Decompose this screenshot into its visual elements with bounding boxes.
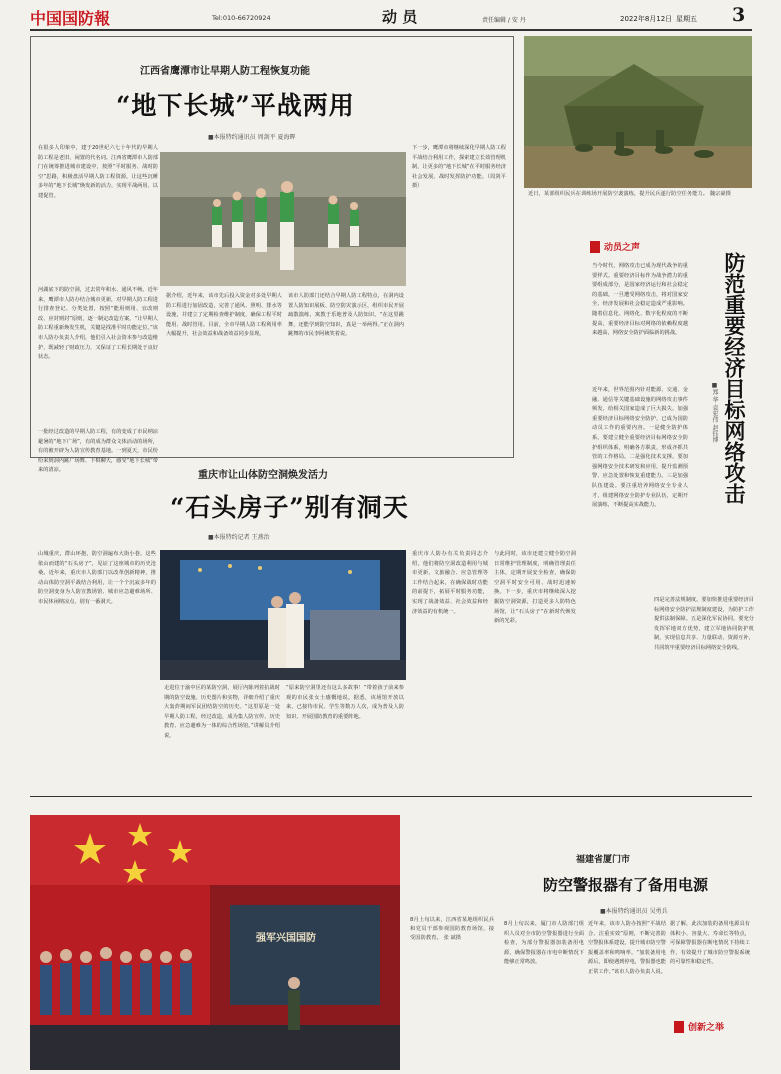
sidebar-tag xyxy=(590,240,670,254)
sidebar-title: 防范重要经济目标网络攻击 xyxy=(722,252,747,504)
sidebar-byline: ■郑 华 袁宏伟 赵钰博 xyxy=(711,382,718,443)
sidebar-body-b: 近年来，世界范围内针对能源、交通、金融、通信等关键基础设施的网络攻击事件频发，给相关国家造成了巨大损失。加强重要经济目标网络安全防护，已成为国防动员工作的重要内容。一是健全防护体系。要建立健全重要经济目标网络安全防护组织体系，明确各方职责，形成齐抓共管的工作格局。二是强化技术支撑。要加强网络安全技术研发和应用，提升监测预警、应急处置和恢复重建能力。三是加强队伍建设。要注重培养网络安全专业人才，组建网络安全防护专业队伍，定期开展演练，不断提高实战能力。 xyxy=(592,387,688,509)
sidebar-body-c: 四是完善法规制度。要加快推进重要经济目标网络安全防护法规制度建设，为防护工作提供法制保障。五是深化军民协同。要充分发挥军地双方优势，建立军地协同防护机制，实现信息共享、力量联动、资源互补，共同筑牢重要经济目标网络安全防线。 xyxy=(654,597,754,651)
education-hall-illustration xyxy=(30,815,400,1070)
museum-illustration xyxy=(160,550,406,680)
photo-militia-drill xyxy=(524,36,752,188)
photo-education-caption: 8月上旬以来，江西省某地组织民兵和党员干部参观国防教育场馆，接受国防教育。 张 斌摄 xyxy=(410,917,494,941)
article-body-col3: 一批经过改造的早期人防工程，有的变成了市民纳凉避暑的“地下广场”，有的成为群众文体活动的场所，有的被开辟为人防宣传教育基地。一到夏天，市民纷纷来到洞内跳广场舞、下棋聊天，感受“地下长城”带来的清凉。 xyxy=(38,429,158,474)
article3-body-col2: 近年来，该市人防办按照“平战结合、注重实效”原则，不断完善防空警报体系建设，提升城市防空警报覆盖率和鸣响率。“加装备用电源后，即使遇到停电，警报器也能正常工作。”该市人防办负责人说。 xyxy=(588,921,666,975)
militia-drill-illustration xyxy=(524,36,752,188)
article-byline: ■本报特约记者 王燕治 xyxy=(208,534,270,541)
photo-education-hall xyxy=(30,815,400,1070)
photo-museum xyxy=(160,550,406,680)
dancers-illustration xyxy=(160,152,406,286)
article-body-col2: 河湖底下的防空洞，过去常年积水、通风不畅。近年来，鹰潭市人防办结合城市更新，对早期人防工程进行排查登记、分类处置，按照“能用则用、宜改则改、应封则封”原则，逐一制定改造方案。“让早期人防工程重新焕发生机，关键是找准平时功能定位。”该市人防办负责人介绍，他们引入社会资本参与改造维护，既减轻了财政压力，又保证了工程长期处于良好状态。 xyxy=(38,287,158,361)
editor-line: 责任编辑 / 安 丹 xyxy=(482,17,526,24)
footer-tag-marker xyxy=(674,1021,684,1033)
article3-title: 防空警报器有了备用电源 xyxy=(543,876,709,894)
article-body-col4: 据介绍，近年来，该市先后投入资金对多处早期人防工程进行加固改造，完善了通风、照明、排水等设施，并建立了定期检查维护制度，确保工程平时能用、战时管用。目前，全市早期人防工程利用率大幅提升，社会效益和战备效益同步显现。 xyxy=(166,293,282,338)
masthead xyxy=(30,6,752,28)
sidebar-body-a: 当今时代，网络攻击已成为现代战争的重要样式。重要经济目标作为战争潜力的重要组成部分，是国家经济运行和社会稳定的基础，一旦遭受网络攻击，将对国家安全、经济发展和社会稳定造成严重影响。随着信息化、网络化、数字化程度的不断提高，重要经济目标对网络的依赖程度越来越高，网络安全防护面临新的挑战。 xyxy=(592,263,688,337)
article-underground-great-wall xyxy=(30,36,514,474)
article-body-col1: 在很多人印象中，建于20世纪六七十年代的早期人防工程是老旧、闲置的代名词。江西省鹰潭市人防部门在统筹推进城市建设中，按照“平时服务、战时防空”思路，积极盘活早期人防工程资源，让这些沉睡多年的“地下长城”焕发新的活力，实现平战两用、以建促管。 xyxy=(38,145,158,199)
article-body-col6: 下一步，鹰潭市将继续深化早期人防工程平战结合利用工作，探索建立长效管理机制，让更多的“地下长城”在平时服务经济社会发展、战时发挥防护功能。（周剑平 摄） xyxy=(412,145,506,190)
article3-body-col3: 据了解，此次加装的备用电源具有体积小、容量大、寿命长等特点，可保障警报器在断电情况下持续工作，有效提升了城市防空警报系统的可靠性和稳定性。 xyxy=(670,921,750,966)
photo-militia-caption: 近日，某部组织民兵在训练场开展防空袭演练，提升民兵遂行防空任务能力。 魏宗豪摄 xyxy=(528,191,731,197)
page-number: 3 xyxy=(732,4,746,26)
article3-byline: ■本报特约通讯员 吴勇兵 xyxy=(600,908,668,915)
article-body-col2: 走进位于渝中区的某防空洞，展厅内陈列着抗战时期的防空设施、历史图片和实物，详细介绍了重庆大轰炸期间军民团结防空的历史。“这里原是一处早期人防工程，经过改造，成为集人防宣传、历史教育、应急避难为一体的综合性场馆。”讲解员介绍说。 xyxy=(164,685,280,739)
sidebar-tag-marker xyxy=(590,241,600,253)
issue-weekday: 星期五 xyxy=(676,15,697,23)
article-body-col4: 重庆市人防办有关负责同志介绍，他们将防空洞改造利用与城市更新、文旅融合、应急管理等工作结合起来，在确保战时功能的前提下，拓展平时服务功能，实现了战备效益、社会效益和经济效益的有机统一。 xyxy=(412,551,488,615)
article-byline: ■本报特约通讯员 周剑平 夏海晖 xyxy=(208,134,296,141)
article-body-col5: 该市人防部门还结合早期人防工程特点，在洞内设置人防知识展板、防空防灾演示区，组织市民开展疏散演练，寓教于乐地普及人防知识。“在这里跳舞，还能学到防空知识，真是一举两得。”正在洞内跳舞的市民李阿姨笑着说。 xyxy=(288,293,404,338)
photo-dancers xyxy=(160,152,406,286)
issue-date: 2022年8月12日 xyxy=(620,15,673,23)
section-title: 动 员 xyxy=(382,8,418,26)
sidebar-tag-label: 动员之声 xyxy=(604,243,641,253)
exhibit-title: 强军兴国国防 xyxy=(256,933,316,944)
article-kicker: 重庆市让山体防空洞焕发活力 xyxy=(198,470,328,481)
masthead-logo: 中国国防報 xyxy=(30,9,111,28)
article-title: “地下长城”平战两用 xyxy=(116,91,355,120)
article-stone-house xyxy=(30,460,580,790)
article-body-col1: 山城重庆，群山环抱，防空洞遍布大街小巷。这些依山而建的“石头房子”，见证了这座城市的历史沧桑。近年来，重庆市人防部门以改革创新精神，推动山体防空洞平战结合利用，让一个个沉寂多年的防空洞变身为人防宣教场馆、城市应急避难场所、市民休闲纳凉点，别有一番洞天。 xyxy=(38,551,156,605)
article-title: “石头房子”别有洞天 xyxy=(170,493,409,522)
footer-tag-label: 创新之举 xyxy=(688,1023,725,1033)
article-body-col5: 与此同时，该市还建立健全防空洞日常维护管理制度，明确管理责任主体，定期开展安全检查，确保防空洞平时安全可用、战时迅速转换。下一步，重庆市将继续深入挖掘防空洞资源，打造更多人防特色场馆，让“石头房子”在新时代焕发新的光彩。 xyxy=(494,551,576,625)
article-body-col3: “原来防空洞里还有这么多故事！”带着孩子前来参观的市民张女士感慨地说。据悉，该场馆开放以来，已接待市民、学生等数万人次，成为普及人防知识、开展国防教育的重要阵地。 xyxy=(286,685,404,720)
masthead-rule xyxy=(30,29,752,31)
article3-body-col1: 8月上旬以来，厦门市人防部门组织人员对全市防空警报器进行全面检查，为部分警报器加装备用电源，确保警报器在市电中断情况下能够正常鸣放。 xyxy=(504,921,584,966)
article-kicker: 江西省鹰潭市让早期人防工程恢复功能 xyxy=(140,66,310,77)
article3-kicker: 福建省厦门市 xyxy=(576,855,631,865)
footer-tag xyxy=(674,1020,752,1034)
lower-divider xyxy=(30,796,752,797)
masthead-phone: Tel:010-66720924 xyxy=(212,14,271,22)
